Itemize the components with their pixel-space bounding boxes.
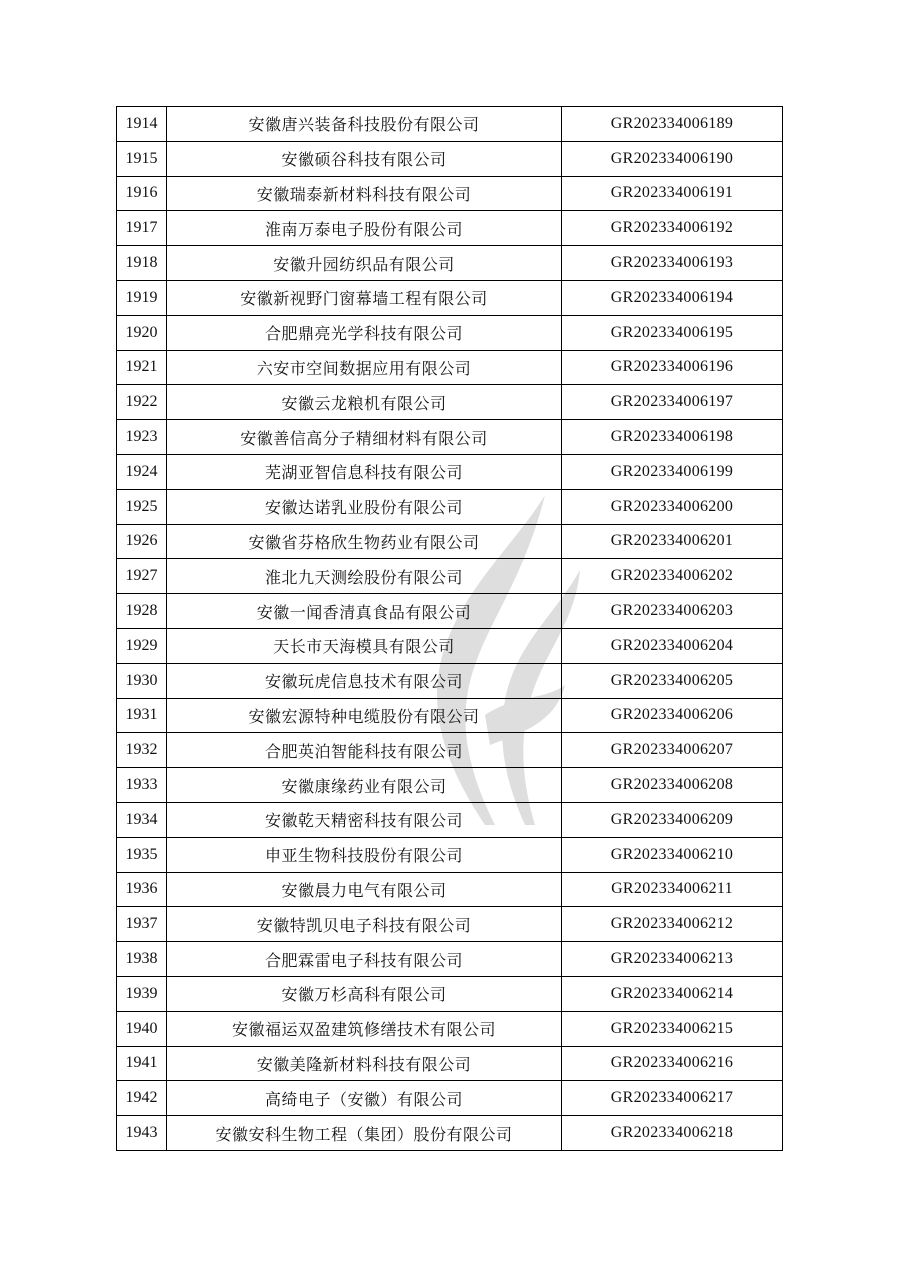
row-index: 1916: [117, 176, 167, 211]
table-row: [117, 559, 783, 594]
company-name: 安徽万杉高科有限公司: [167, 976, 562, 1011]
company-name: 安徽美隆新材料科技有限公司: [167, 1046, 562, 1081]
row-index: 1943: [117, 1116, 167, 1151]
company-name: 安徽宏源特种电缆股份有限公司: [167, 698, 562, 733]
row-index: 1937: [117, 907, 167, 942]
certificate-number: GR202334006197: [562, 385, 783, 420]
table-row: [117, 942, 783, 977]
company-name: 安徽唐兴装备科技股份有限公司: [167, 107, 562, 142]
certificate-number: GR202334006192: [562, 211, 783, 246]
row-index: 1931: [117, 698, 167, 733]
table-row: [117, 280, 783, 315]
table-row: [117, 246, 783, 281]
certificate-number: GR202334006196: [562, 350, 783, 385]
certificate-number: GR202334006212: [562, 907, 783, 942]
certificate-number: GR202334006190: [562, 141, 783, 176]
table-row: [117, 733, 783, 768]
row-index: 1932: [117, 733, 167, 768]
company-name: 安徽特凯贝电子科技有限公司: [167, 907, 562, 942]
table-body: [117, 107, 783, 1151]
company-name: 天长市天海模具有限公司: [167, 628, 562, 663]
row-index: 1917: [117, 211, 167, 246]
certificate-number: GR202334006217: [562, 1081, 783, 1116]
company-name: 安徽晨力电气有限公司: [167, 872, 562, 907]
row-index: 1920: [117, 315, 167, 350]
company-name: 安徽省芬格欣生物药业有限公司: [167, 524, 562, 559]
table-row: [117, 315, 783, 350]
certificate-number: GR202334006198: [562, 420, 783, 455]
row-index: 1929: [117, 628, 167, 663]
row-index: 1938: [117, 942, 167, 977]
table-row: [117, 1116, 783, 1151]
certificate-number: GR202334006218: [562, 1116, 783, 1151]
table-row: [117, 628, 783, 663]
certificate-number: GR202334006214: [562, 976, 783, 1011]
row-index: 1933: [117, 768, 167, 803]
certificate-number: GR202334006208: [562, 768, 783, 803]
row-index: 1936: [117, 872, 167, 907]
table-row: [117, 141, 783, 176]
company-name: 安徽瑞泰新材料科技有限公司: [167, 176, 562, 211]
certificate-number: GR202334006189: [562, 107, 783, 142]
table-row: [117, 1011, 783, 1046]
row-index: 1928: [117, 594, 167, 629]
row-index: 1923: [117, 420, 167, 455]
row-index: 1921: [117, 350, 167, 385]
company-name: 安徽福运双盈建筑修缮技术有限公司: [167, 1011, 562, 1046]
row-index: 1927: [117, 559, 167, 594]
certificate-number: GR202334006205: [562, 663, 783, 698]
company-name: 安徽云龙粮机有限公司: [167, 385, 562, 420]
table-row: [117, 176, 783, 211]
table-row: [117, 489, 783, 524]
certificate-number: GR202334006216: [562, 1046, 783, 1081]
certificate-number: GR202334006202: [562, 559, 783, 594]
table-row: [117, 837, 783, 872]
row-index: 1925: [117, 489, 167, 524]
table-row: [117, 768, 783, 803]
company-name: 安徽新视野门窗幕墙工程有限公司: [167, 280, 562, 315]
company-name: 安徽一闻香清真食品有限公司: [167, 594, 562, 629]
certificate-number: GR202334006195: [562, 315, 783, 350]
certificate-number: GR202334006206: [562, 698, 783, 733]
company-name: 安徽硕谷科技有限公司: [167, 141, 562, 176]
row-index: 1939: [117, 976, 167, 1011]
certificate-number: GR202334006207: [562, 733, 783, 768]
table-row: [117, 1081, 783, 1116]
certificate-number: GR202334006211: [562, 872, 783, 907]
row-index: 1935: [117, 837, 167, 872]
certificate-number: GR202334006199: [562, 454, 783, 489]
row-index: 1934: [117, 802, 167, 837]
company-name: 安徽善信高分子精细材料有限公司: [167, 420, 562, 455]
company-name: 安徽玩虎信息技术有限公司: [167, 663, 562, 698]
company-name: 申亚生物科技股份有限公司: [167, 837, 562, 872]
certificate-number: GR202334006213: [562, 942, 783, 977]
company-name: 淮北九天测绘股份有限公司: [167, 559, 562, 594]
company-name: 高绮电子（安徽）有限公司: [167, 1081, 562, 1116]
row-index: 1922: [117, 385, 167, 420]
company-name: 六安市空间数据应用有限公司: [167, 350, 562, 385]
table-row: [117, 802, 783, 837]
row-index: 1915: [117, 141, 167, 176]
table-row: [117, 524, 783, 559]
table-row: [117, 907, 783, 942]
table-row: [117, 454, 783, 489]
row-index: 1942: [117, 1081, 167, 1116]
company-name: 安徽康缘药业有限公司: [167, 768, 562, 803]
row-index: 1919: [117, 280, 167, 315]
company-name: 合肥霖雷电子科技有限公司: [167, 942, 562, 977]
row-index: 1924: [117, 454, 167, 489]
row-index: 1940: [117, 1011, 167, 1046]
certificate-number: GR202334006209: [562, 802, 783, 837]
company-name: 安徽安科生物工程（集团）股份有限公司: [167, 1116, 562, 1151]
row-index: 1941: [117, 1046, 167, 1081]
table-row: [117, 385, 783, 420]
certificate-number: GR202334006215: [562, 1011, 783, 1046]
company-name: 合肥鼎亮光学科技有限公司: [167, 315, 562, 350]
table-row: [117, 350, 783, 385]
company-name: 安徽升园纺织品有限公司: [167, 246, 562, 281]
certificate-number: GR202334006191: [562, 176, 783, 211]
row-index: 1926: [117, 524, 167, 559]
table-row: [117, 663, 783, 698]
table-row: [117, 594, 783, 629]
certificate-number: GR202334006204: [562, 628, 783, 663]
company-name: 安徽乾天精密科技有限公司: [167, 802, 562, 837]
row-index: 1914: [117, 107, 167, 142]
certificate-number: GR202334006201: [562, 524, 783, 559]
company-name: 芜湖亚智信息科技有限公司: [167, 454, 562, 489]
table-row: [117, 107, 783, 142]
company-name: 淮南万泰电子股份有限公司: [167, 211, 562, 246]
row-index: 1930: [117, 663, 167, 698]
company-name: 合肥英泊智能科技有限公司: [167, 733, 562, 768]
row-index: 1918: [117, 246, 167, 281]
table-row: [117, 976, 783, 1011]
certificate-number: GR202334006194: [562, 280, 783, 315]
certificate-number: GR202334006193: [562, 246, 783, 281]
table-row: [117, 211, 783, 246]
certificate-table: [116, 106, 783, 1151]
certificate-number: GR202334006210: [562, 837, 783, 872]
table-row: [117, 872, 783, 907]
table-row: [117, 1046, 783, 1081]
certificate-number: GR202334006203: [562, 594, 783, 629]
company-name: 安徽达诺乳业股份有限公司: [167, 489, 562, 524]
certificate-number: GR202334006200: [562, 489, 783, 524]
table-row: [117, 698, 783, 733]
table-row: [117, 420, 783, 455]
